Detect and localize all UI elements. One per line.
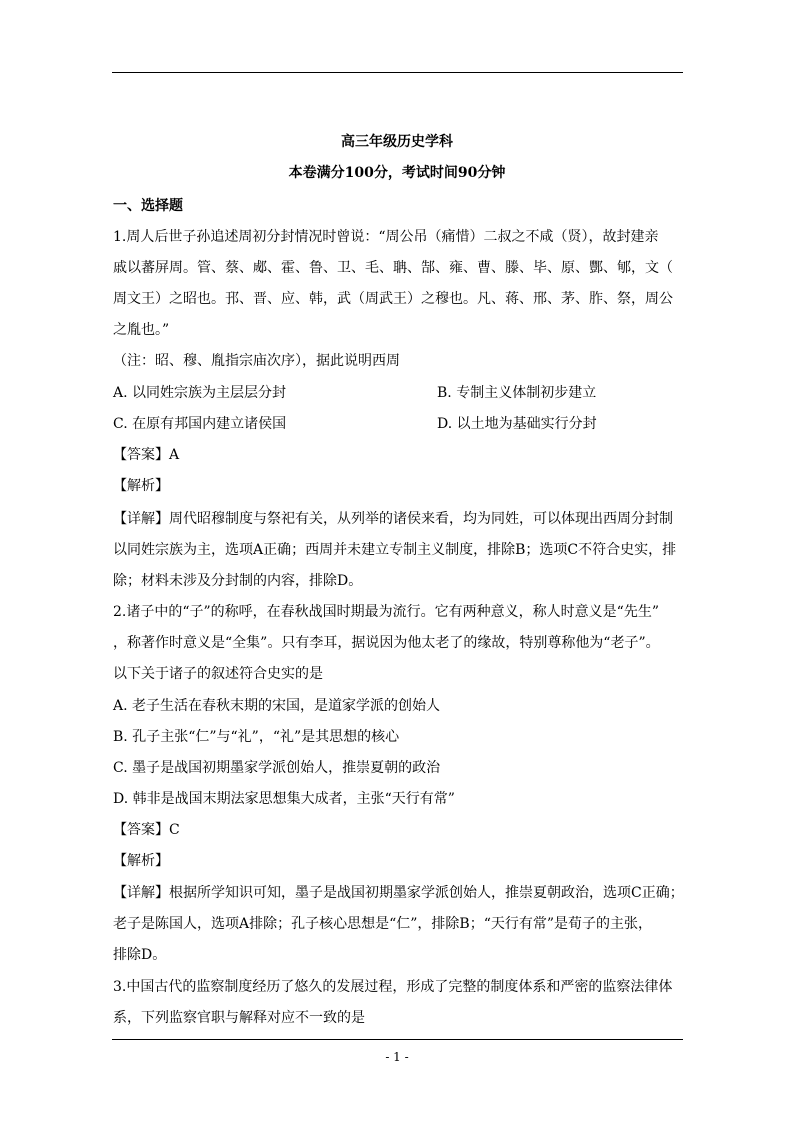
q2-stem-line-1: 2.诸子中的“子”的称呼，在春秋战国时期最为流行。它有两种意义，称人时意义是“先生” [113,604,659,620]
q2-analysis-label: 【解析】 [113,853,169,869]
q3-stem-line-1: 3.中国古代的监察制度经历了悠久的发展过程，形成了完整的制度体系和严密的监察法律体 [113,979,673,995]
exam-title: 高三年级历史学科 [341,134,453,150]
footer-rule [112,1039,683,1040]
q2-option-c: C. 墨子是战国初期墨家学派创始人，推崇夏朝的政治 [113,760,441,776]
section-heading: 一、选择题 [113,198,183,214]
q2-detail-line-2: 老子是陈国人，选项A排除；孔子核心思想是“仁”，排除B；“天行有常”是荀子的主张， [113,916,653,932]
q2-detail-line-3: 排除D。 [113,947,167,963]
q2-option-d: D. 韩非是战国末期法家思想集大成者，主张“天行有常” [113,791,455,807]
q1-stem-line-3: 周文王）之昭也。邘、晋、应、韩，武（周武王）之穆也。凡、蒋、邢、茅、胙、祭，周公 [113,291,673,307]
q2-option-a: A. 老子生活在春秋末期的宋国，是道家学派的创始人 [113,698,441,714]
q1-option-d: D. 以土地为基础实行分封 [437,416,597,432]
q2-stem-line-3: 以下关于诸子的叙述符合史实的是 [113,666,323,682]
q1-answer: 【答案】A [113,447,180,463]
exam-subtitle: 本卷满分100分，考试时间90分钟 [288,165,506,181]
q1-stem-line-2: 戚以蕃屏周。管、蔡、郕、霍、鲁、卫、毛、聃、郜、雍、曹、滕、毕、原、酆、郇，文（ [113,260,673,276]
q1-analysis-label: 【解析】 [113,478,169,494]
header-rule [112,72,683,73]
q1-note: （注：昭、穆、胤指宗庙次序），据此说明西周 [113,353,400,369]
q2-stem-line-2: ，称著作时意义是“全集”。只有李耳，据说因为他太老了的缘故，特别尊称他为“老子”。 [113,635,660,651]
q1-detail-line-1: 【详解】周代昭穆制度与祭祀有关，从列举的诸侯来看，均为同姓，可以体现出西周分封制 [113,511,673,527]
q2-detail-line-1: 【详解】根据所学知识可知，墨子是战国初期墨家学派创始人，推崇夏朝政治，选项C正确； [113,885,684,901]
q3-stem-line-2: 系，下列监察官职与解释对应不一致的是 [113,1010,365,1026]
q2-answer: 【答案】C [113,822,180,838]
q1-option-c: C. 在原有邦国内建立诸侯国 [113,416,287,432]
q1-detail-line-2: 以同姓宗族为主，选项A正确；西周并未建立专制主义制度，排除B；选项C不符合史实，排 [113,542,677,558]
q1-option-a: A. 以同姓宗族为主层层分封 [113,385,287,401]
q2-option-b: B. 孔子主张“仁”与“礼”，“礼”是其思想的核心 [113,729,400,745]
q1-detail-line-3: 除；材料未涉及分封制的内容，排除D。 [113,573,363,589]
q1-stem-line-4: 之胤也。” [113,322,170,338]
q1-option-b: B. 专制主义体制初步建立 [437,385,597,401]
q1-stem-line-1: 1.周人后世子孙追述周初分封情况时曾说：“周公吊（痛惜）二叔之不咸（贤），故封建亲 [113,229,659,245]
page-number: - 1 - [385,1050,409,1064]
